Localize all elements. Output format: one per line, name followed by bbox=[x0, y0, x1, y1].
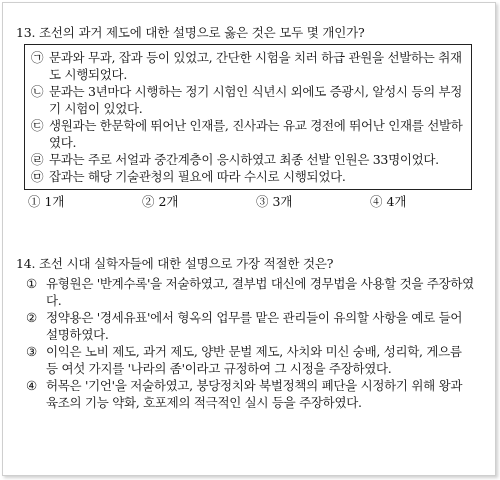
statement-text: 무과는 주로 서얼과 중간계층이 응시하였고 최종 선발 인원은 33명이었다. bbox=[49, 152, 439, 167]
answer-option-1[interactable] bbox=[26, 275, 476, 309]
option-number: ③ bbox=[26, 344, 38, 359]
statement-marker: ㉠ bbox=[31, 50, 44, 65]
statement-text: 생원과는 한문학에 뛰어난 인재를, 진사과는 유교 경전에 뛰어난 인재를 선발하였다. bbox=[49, 118, 463, 150]
answer-choice-2[interactable]: ② 2개 bbox=[142, 194, 179, 209]
option-text: 이익은 노비 제도, 과거 제도, 양반 문벌 제도, 사치와 미신 숭배, 성리학, 게으름 등 여섯 가지를 '나라의 좀'이라고 규정하여 그 시정을 주장하였다. bbox=[46, 344, 462, 376]
statement-text: 문과와 무과, 잡과 등이 있었고, 간단한 시험을 치러 하급 관원을 선발하는 취재도 시행되었다. bbox=[49, 50, 462, 82]
answer-choice-3[interactable]: ③ 3개 bbox=[256, 194, 293, 209]
answer-option-3[interactable] bbox=[26, 343, 476, 377]
option-text: 유형원은 '반계수록'을 저술하였고, 결부법 대신에 경무법을 사용할 것을 주장하였다. bbox=[46, 276, 474, 308]
question-13-title: 13. 조선의 과거 제도에 대한 설명으로 옳은 것은 모두 몇 개인가? bbox=[16, 25, 365, 40]
statement-marker: ㉣ bbox=[31, 152, 44, 167]
statement-marker: ㉤ bbox=[31, 169, 44, 184]
statement-text: 문과는 3년마다 시행하는 정기 시험인 식년시 외에도 증광시, 알성시 등의 부정기 시험이 있었다. bbox=[49, 84, 463, 116]
answer-option-4[interactable] bbox=[26, 377, 476, 411]
statement-item bbox=[31, 49, 465, 83]
answer-choice-4[interactable]: ④ 4개 bbox=[370, 194, 407, 209]
statements-box bbox=[24, 44, 472, 190]
question-14-title: 14. 조선 시대 실학자들에 대한 설명으로 가장 적절한 것은? bbox=[16, 256, 334, 271]
option-number: ① bbox=[26, 276, 38, 291]
statement-item bbox=[31, 83, 465, 117]
option-text: 허목은 '기언'을 저술하였고, 붕당정치와 북벌정책의 폐단을 시정하기 위해 왕과 육조의 기능 약화, 호포제의 적극적인 실시 등을 주장하였다. bbox=[46, 378, 463, 410]
answer-option-2[interactable] bbox=[26, 309, 476, 343]
question-14 bbox=[14, 255, 484, 411]
answer-options bbox=[26, 275, 476, 411]
question-13 bbox=[14, 24, 484, 210]
statement-item bbox=[31, 117, 465, 151]
answer-choice-1[interactable]: ① 1개 bbox=[28, 194, 65, 209]
option-text: 정약용은 '경세유표'에서 형옥의 업무를 맡은 관리들이 유의할 사항을 예로 들어 설명하였다. bbox=[46, 310, 463, 342]
statement-marker: ㉡ bbox=[31, 84, 44, 99]
statement-text: 잡과는 해당 기술관청의 필요에 따라 수시로 시행되었다. bbox=[49, 169, 346, 184]
option-number: ② bbox=[26, 310, 38, 325]
option-number: ④ bbox=[26, 378, 38, 393]
answer-choices bbox=[28, 193, 484, 210]
statement-marker: ㉢ bbox=[31, 118, 44, 133]
statement-item bbox=[31, 168, 465, 185]
statement-item bbox=[31, 151, 465, 168]
